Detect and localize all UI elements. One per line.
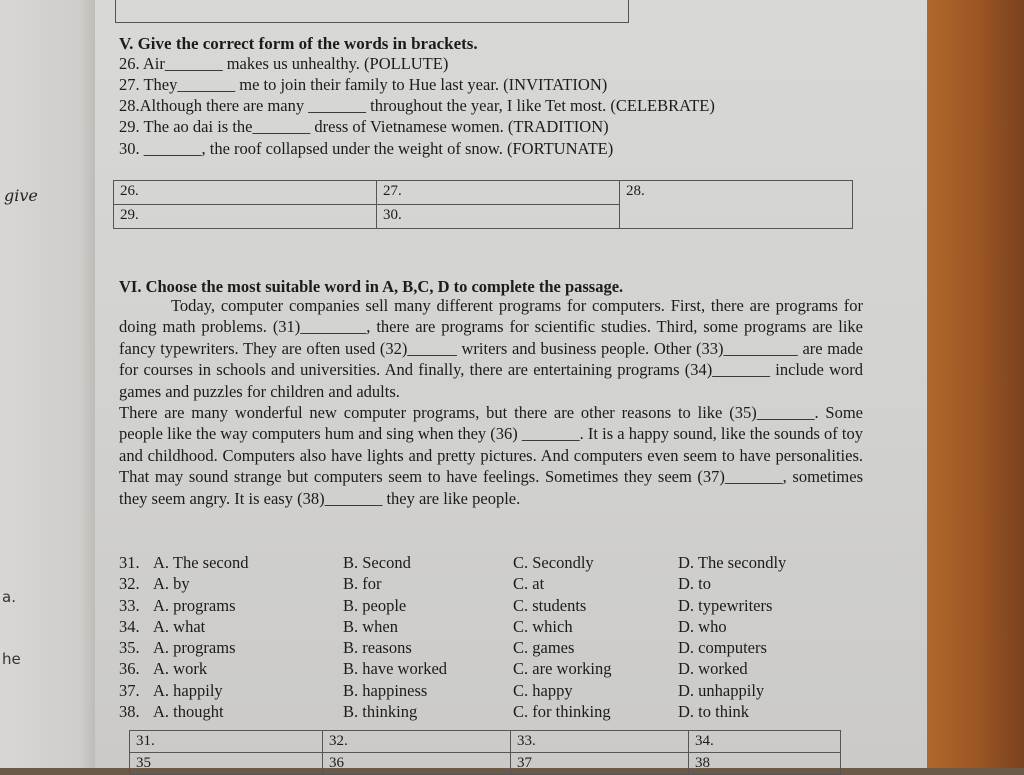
- reading-passage: [119, 295, 863, 509]
- question-30: 30. _______, the roof collapsed under the weight of snow. (FORTUNATE): [119, 139, 614, 158]
- option-a: A. work: [153, 659, 208, 679]
- option-d: D. who: [678, 616, 727, 636]
- option-a: A. what: [153, 616, 206, 636]
- option-row-37: [119, 680, 848, 701]
- question-number: 32.: [119, 574, 140, 594]
- option-row-38: [119, 701, 848, 722]
- answer-cell-29[interactable]: 29.: [114, 205, 377, 229]
- option-a: A. thought: [153, 702, 224, 722]
- option-c: C. for thinking: [513, 702, 611, 722]
- answer-cell-27[interactable]: 27.: [377, 181, 620, 205]
- answer-cell-31[interactable]: 31.: [130, 731, 323, 753]
- answer-grid-31-38: [129, 730, 841, 775]
- question-26: 26. Air_______ makes us unhealthy. (POLLUTE): [119, 54, 449, 73]
- passage-paragraph-2: There are many wonderful new computer programs, but there are other reasons to like (35)_______. Some people like the way computers hum and sing when they (36) _______. It is a happy sound, like the sounds of toy and childhood. Computers also have lights and pretty pictures. And computers even seem to have personalities. That may sound strange but computers seem to have feelings. Sometimes they seem (37)_______, sometimes they seem angry. It is easy (38)_______ they are like people.: [119, 403, 863, 508]
- answer-cell-33[interactable]: 33.: [511, 731, 689, 753]
- wooden-table: [914, 0, 1024, 768]
- option-c: C. happy: [513, 680, 573, 700]
- answer-cell-36[interactable]: 36: [323, 753, 511, 775]
- option-d: D. computers: [678, 638, 767, 658]
- multiple-choice-options: [119, 552, 848, 722]
- left-page: [0, 0, 100, 768]
- option-c: C. students: [513, 595, 587, 615]
- answer-grid-26-30: [113, 180, 853, 229]
- option-d: D. unhappily: [678, 680, 765, 700]
- answer-cell-32[interactable]: 32.: [323, 731, 511, 753]
- question-number: 31.: [119, 553, 140, 572]
- option-row-34: [119, 616, 848, 637]
- option-row-35: [119, 637, 848, 658]
- option-row-33: [119, 595, 848, 616]
- question-number: 36.: [119, 659, 140, 679]
- answer-cell-37[interactable]: 37: [511, 753, 689, 775]
- question-number: 37.: [119, 680, 140, 700]
- option-c: C. at: [513, 574, 545, 594]
- option-c: C. Secondly: [513, 553, 594, 572]
- answer-cell-38[interactable]: 38: [689, 753, 841, 775]
- option-b: B. reasons: [343, 638, 412, 658]
- passage-paragraph-1: Today, computer companies sell many different programs for computers. First, there are programs for doing math problems. (31)________, there are programs for scientific studies. Third, some programs are like fancy typewriters. They are often used (32)______ writers and business people. Other (33)_________ are made for courses in schools and universities. And finally, there are entertaining programs (34)_______ include word games and puzzles for children and adults.: [119, 296, 863, 401]
- option-d: D. to: [678, 574, 711, 594]
- answer-cell-35[interactable]: 35: [130, 753, 323, 775]
- section6-heading: VI. Choose the most suitable word in A, B,C, D to complete the passage.: [119, 277, 624, 296]
- answer-cell-34[interactable]: 34.: [689, 731, 841, 753]
- question-28: 28.Although there are many _______ throughout the year, I like Tet most. (CELEBRATE): [119, 96, 715, 115]
- worksheet-page: [95, 0, 927, 771]
- question-number: 34.: [119, 616, 140, 636]
- option-b: B. people: [343, 595, 407, 615]
- option-row-36: [119, 658, 848, 679]
- section5-heading: V. Give the correct form of the words in brackets.: [119, 34, 478, 53]
- option-a: A. programs: [153, 595, 236, 615]
- option-a: A. by: [153, 574, 190, 594]
- question-27: 27. They_______ me to join their family to Hue last year. (INVITATION): [119, 75, 608, 94]
- option-row-31: [119, 552, 848, 573]
- option-b: B. for: [343, 574, 382, 594]
- answer-cell-30[interactable]: 30.: [377, 205, 620, 229]
- option-b: B. when: [343, 616, 398, 636]
- option-b: B. Second: [343, 553, 411, 572]
- question-number: 35.: [119, 638, 140, 658]
- option-c: C. which: [513, 616, 573, 636]
- option-d: D. typewriters: [678, 595, 773, 615]
- option-a: A. The second: [153, 553, 249, 572]
- option-b: B. thinking: [343, 702, 418, 722]
- answer-cell-26[interactable]: 26.: [114, 181, 377, 205]
- handwritten-note: give: [4, 186, 38, 205]
- left-fragment-1: a.: [2, 588, 16, 606]
- option-c: C. games: [513, 638, 575, 658]
- left-fragment-2: he: [2, 650, 21, 668]
- option-a: A. programs: [153, 638, 236, 658]
- option-d: D. The secondly: [678, 553, 787, 572]
- question-number: 33.: [119, 595, 140, 615]
- option-c: C. are working: [513, 659, 612, 679]
- previous-answer-box: [115, 0, 629, 23]
- option-b: B. have worked: [343, 659, 448, 679]
- question-29: 29. The ao dai is the_______ dress of Vietnamese women. (TRADITION): [119, 117, 609, 136]
- option-a: A. happily: [153, 680, 223, 700]
- option-row-32: [119, 573, 848, 594]
- option-d: D. worked: [678, 659, 748, 679]
- option-b: B. happiness: [343, 680, 428, 700]
- option-d: D. to think: [678, 702, 750, 722]
- answer-cell-28[interactable]: 28.: [620, 181, 853, 229]
- question-number: 38.: [119, 702, 140, 722]
